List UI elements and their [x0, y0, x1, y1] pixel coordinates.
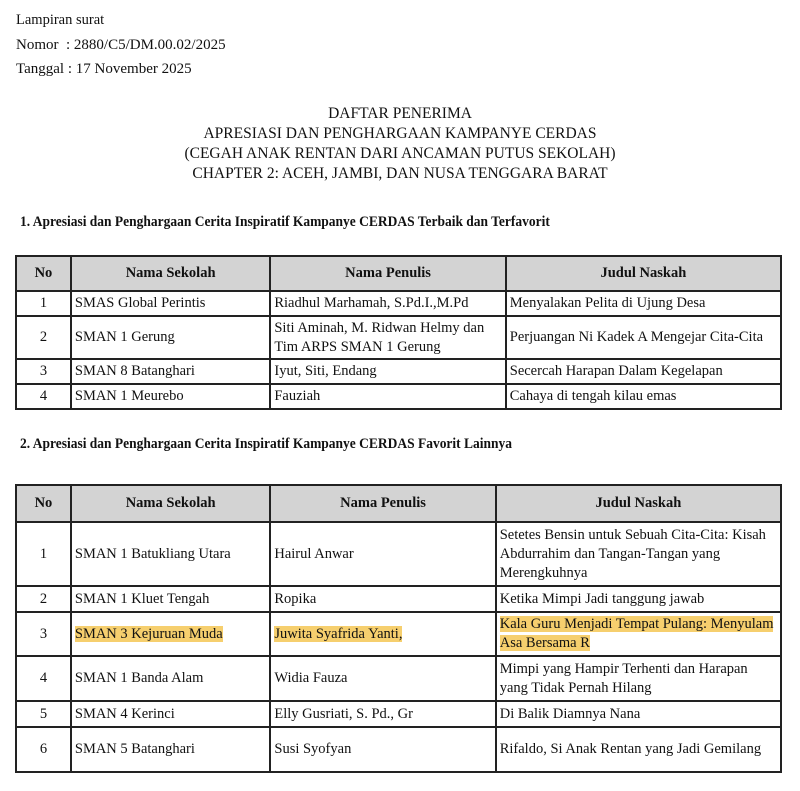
cell-nama-penulis-text: Elly Gusriati, S. Pd., Gr — [274, 705, 413, 722]
cell-judul-naskah — [496, 727, 781, 772]
cell-nama-penulis-text: Juwita Syafrida Yanti, — [274, 625, 403, 642]
col-header-penulis: Nama Penulis — [270, 256, 505, 291]
cell-judul-naskah-text: Ketika Mimpi Jadi tanggung jawab — [499, 590, 705, 607]
cell-no-text: 1 — [39, 545, 48, 562]
cell-nama-penulis — [270, 316, 505, 359]
cell-no-text: 6 — [39, 741, 48, 757]
cell-nama-sekolah — [71, 701, 271, 727]
table-row — [16, 586, 781, 612]
cell-nama-penulis — [270, 656, 495, 701]
cell-judul-naskah-text: Setetes Bensin untuk Sebuah Cita-Cita: Kisah Abdurrahim dan Tangan-Tangan yang Merengkuhnya — [499, 526, 766, 581]
cell-nama-penulis — [270, 522, 495, 586]
title-line-1: DAFTAR PENERIMA — [328, 105, 472, 122]
table-row — [16, 384, 781, 409]
nomor-line — [16, 35, 226, 55]
cell-nama-sekolah-text: SMAN 1 Banda Alam — [74, 670, 204, 686]
table-section-1 — [15, 255, 782, 410]
cell-no-text: 2 — [39, 590, 48, 607]
table-section-2 — [15, 484, 782, 773]
nomor-value: 2880/C5/DM.00.02/2025 — [73, 37, 226, 53]
cell-nama-penulis-text: Ropika — [274, 590, 317, 607]
document-title — [0, 104, 800, 184]
cell-nama-sekolah — [71, 522, 271, 586]
cell-nama-sekolah — [71, 727, 271, 772]
cell-no — [16, 384, 71, 409]
table-row — [16, 656, 781, 701]
table-row — [16, 316, 781, 359]
cell-nama-sekolah-text: SMAN 1 Gerung — [74, 329, 175, 345]
cell-no — [16, 701, 71, 727]
cell-nama-sekolah-text: SMAN 1 Meurebo — [74, 388, 184, 404]
cell-nama-penulis-text: Widia Fauza — [274, 670, 348, 686]
tanggal-label: Tanggal — [16, 61, 65, 77]
tanggal-value: 17 November 2025 — [75, 61, 192, 77]
table-row — [16, 359, 781, 384]
cell-nama-penulis — [270, 586, 495, 612]
section-2-heading: 2. Apresiasi dan Penghargaan Cerita Inspiratif Kampanye CERDAS Favorit Lainnya — [20, 436, 512, 452]
title-line-2: APRESIASI DAN PENGHARGAAN KAMPANYE CERDAS — [203, 125, 597, 142]
section-1-heading: 1. Apresiasi dan Penghargaan Cerita Inspiratif Kampanye CERDAS Terbaik dan Terfavorit — [20, 214, 550, 230]
cell-nama-penulis-text: Riadhul Marhamah, S.Pd.I.,M.Pd — [274, 295, 469, 311]
table-header-row — [16, 256, 781, 291]
cell-judul-naskah — [496, 701, 781, 727]
col-header-no: No — [16, 485, 71, 522]
cell-no-text: 1 — [39, 295, 48, 311]
title-line-3: (CEGAH ANAK RENTAN DARI ANCAMAN PUTUS SEKOLAH) — [184, 145, 616, 162]
cell-no — [16, 522, 71, 586]
cell-judul-naskah — [506, 359, 781, 384]
cell-judul-naskah — [496, 586, 781, 612]
cell-no — [16, 316, 71, 359]
cell-no-text: 4 — [39, 388, 48, 404]
cell-nama-sekolah-text: SMAN 3 Kejuruan Muda — [74, 625, 223, 642]
cell-no — [16, 612, 71, 656]
cell-nama-penulis-text: Fauziah — [274, 388, 321, 404]
col-header-no: No — [16, 256, 71, 291]
col-header-sekolah: Nama Sekolah — [71, 485, 271, 522]
nomor-label: Nomor — [16, 37, 59, 53]
cell-nama-penulis-text: Iyut, Siti, Endang — [274, 363, 377, 379]
cell-judul-naskah-text: Di Balik Diamnya Nana — [499, 705, 641, 722]
cell-nama-penulis — [270, 701, 495, 727]
col-header-judul: Judul Naskah — [506, 256, 781, 291]
cell-nama-sekolah-text: SMAN 5 Batanghari — [74, 741, 195, 757]
cell-no-text: 3 — [39, 625, 48, 642]
cell-nama-penulis — [270, 612, 495, 656]
cell-nama-penulis-text: Hairul Anwar — [274, 545, 354, 562]
cell-no-text: 2 — [39, 329, 48, 345]
table-header-row — [16, 485, 781, 522]
cell-judul-naskah — [506, 291, 781, 316]
col-header-sekolah: Nama Sekolah — [71, 256, 270, 291]
cell-nama-penulis — [270, 359, 505, 384]
cell-judul-naskah — [496, 656, 781, 701]
cell-nama-sekolah — [71, 586, 271, 612]
cell-nama-sekolah-text: SMAN 8 Batanghari — [74, 363, 195, 379]
cell-nama-penulis-text: Susi Syofyan — [274, 741, 352, 757]
lampiran-label: Lampiran surat — [16, 12, 105, 28]
cell-nama-sekolah — [71, 316, 270, 359]
cell-judul-naskah-text: Cahaya di tengah kilau emas — [509, 388, 677, 404]
cell-no — [16, 359, 71, 384]
cell-judul-naskah — [506, 316, 781, 359]
cell-no-text: 4 — [39, 670, 48, 686]
cell-nama-sekolah — [71, 612, 271, 656]
cell-nama-sekolah-text: SMAN 1 Batukliang Utara — [74, 545, 231, 562]
cell-judul-naskah-text: Rifaldo, Si Anak Rentan yang Jadi Gemilang — [499, 741, 762, 757]
table-row — [16, 612, 781, 656]
cell-no — [16, 291, 71, 316]
cell-nama-sekolah — [71, 359, 270, 384]
table-row — [16, 701, 781, 727]
cell-nama-sekolah-text: SMAS Global Perintis — [74, 295, 206, 311]
title-line-4: CHAPTER 2: ACEH, JAMBI, DAN NUSA TENGGARA BARAT — [192, 165, 608, 182]
cell-no — [16, 727, 71, 772]
table-row — [16, 727, 781, 772]
cell-nama-penulis — [270, 727, 495, 772]
cell-nama-penulis — [270, 384, 505, 409]
table-row — [16, 291, 781, 316]
cell-nama-sekolah — [71, 291, 270, 316]
cell-nama-sekolah — [71, 656, 271, 701]
cell-judul-naskah-text: Mimpi yang Hampir Terhenti dan Harapan yang Tidak Pernah Hilang — [499, 660, 748, 696]
cell-nama-sekolah-text: SMAN 4 Kerinci — [74, 705, 175, 722]
cell-judul-naskah-text: Kala Guru Menjadi Tempat Pulang: Menyulam Asa Bersama R — [499, 616, 774, 651]
cell-judul-naskah — [496, 612, 781, 656]
cell-judul-naskah — [496, 522, 781, 586]
cell-nama-penulis-text: Siti Aminah, M. Ridwan Helmy dan Tim ARPS SMAN 1 Gerung — [274, 319, 485, 355]
cell-judul-naskah-text: Menyalakan Pelita di Ujung Desa — [509, 295, 706, 311]
cell-no-text: 5 — [39, 705, 48, 722]
cell-judul-naskah-text: Secercah Harapan Dalam Kegelapan — [509, 363, 723, 379]
cell-no — [16, 656, 71, 701]
cell-nama-penulis — [270, 291, 505, 316]
col-header-judul: Judul Naskah — [496, 485, 781, 522]
cell-judul-naskah — [506, 384, 781, 409]
table-row — [16, 522, 781, 586]
nomor-separator: : — [58, 37, 74, 53]
cell-nama-sekolah-text: SMAN 1 Kluet Tengah — [74, 590, 210, 607]
col-header-penulis: Nama Penulis — [270, 485, 495, 522]
cell-no-text: 3 — [39, 363, 48, 379]
cell-judul-naskah-text: Perjuangan Ni Kadek A Mengejar Cita-Cita — [509, 329, 764, 345]
cell-nama-sekolah — [71, 384, 270, 409]
tanggal-separator: : — [64, 61, 76, 77]
cell-no — [16, 586, 71, 612]
tanggal-line — [16, 59, 192, 79]
